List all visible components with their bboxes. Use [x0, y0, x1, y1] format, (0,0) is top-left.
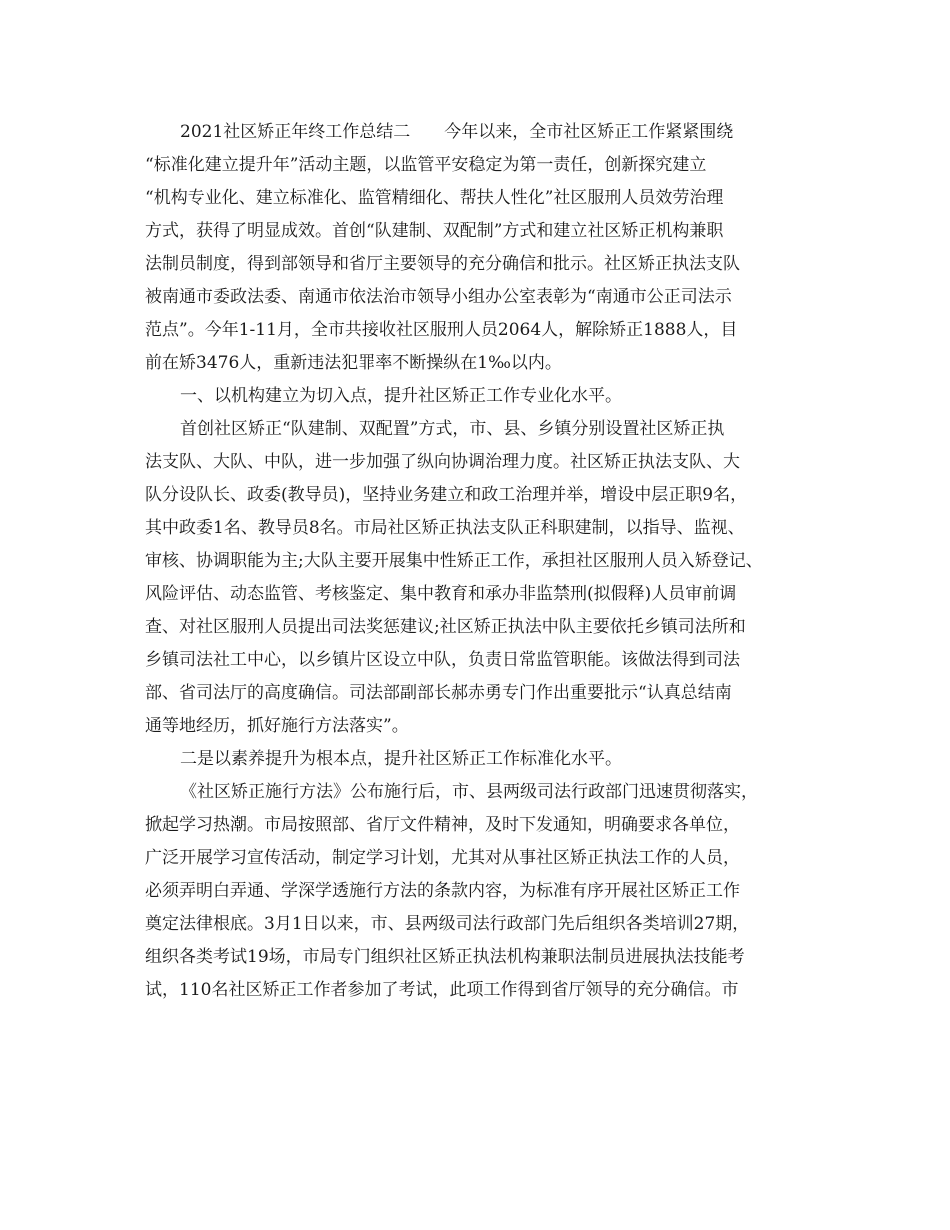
text-line-8: 前在矫3476人，重新违法犯罪率不断操纵在1‰以内。	[145, 353, 562, 373]
text-line-16: 查、对社区服刑人员提出司法奖惩建议;社区矫正执法中队主要依托乡镇司法所和	[145, 617, 746, 637]
text-line-21: 《社区矫正施行方法》公布施行后，市、县两级司法行政部门迅速贯彻落实，	[180, 782, 758, 802]
text-line-11: 法支队、大队、中队，进一步加强了纵向协调治理力度。社区矫正执法支队、大	[145, 452, 740, 472]
text-line-6: 被南通市委政法委、南通市依法治市领导小组办公室表彰为“南通市公正司法示	[145, 287, 732, 307]
text-line-24: 必须弄明白弄通、学深学透施行方法的条款内容，为标准有序开展社区矫正工作	[145, 881, 740, 901]
text-line-14: 审核、协调职能为主;大队主要开展集中性矫正工作，承担社区服刑人员入矫登记、	[145, 551, 763, 571]
text-line-13: 其中政委1名、教导员8名。市局社区矫正执法支队正科职建制，以指导、监视、	[145, 518, 745, 538]
text-line-7: 范点”。今年1-11月，全市共接收社区服刑人员2064人，解除矫正1888人，目	[145, 320, 738, 340]
text-line-4: 方式，获得了明显成效。首创“队建制、双配制”方式和建立社区矫正机构兼职	[145, 221, 724, 241]
text-line-26: 组织各类考试19场，市局专门组织社区矫正执法机构兼职法制员进展执法技能考	[145, 947, 745, 967]
text-line-12: 队分设队长、政委(教导员)，坚持业务建立和政工治理并举，增设中层正职9名，	[145, 485, 748, 505]
text-line-27: 试，110名社区矫正工作者参加了考试，此项工作得到省厅领导的充分确信。市	[145, 980, 739, 1000]
text-line-1: 2021社区矫正年终工作总结二 今年以来，全市社区矫正工作紧紧围绕	[180, 122, 734, 142]
section-heading-1: 一、以机构建立为切入点，提升社区矫正工作专业化水平。	[180, 386, 622, 406]
text-line-2: “标准化建立提升年”活动主题，以监管平安稳定为第一责任，创新探究建立	[145, 155, 707, 175]
text-line-17: 乡镇司法社工中心，以乡镇片区设立中队，负责日常监管职能。该做法得到司法	[145, 650, 740, 670]
text-line-22: 掀起学习热潮。市局按照部、省厅文件精神，及时下发通知，明确要求各单位，	[145, 815, 740, 835]
text-line-19: 通等地经历，抓好施行方法落实”。	[145, 716, 409, 736]
text-line-10: 首创社区矫正“队建制、双配置”方式，市、县、乡镇分别设置社区矫正执	[180, 419, 725, 439]
text-line-18: 部、省司法厅的高度确信。司法部副部长郝赤勇专门作出重要批示“认真总结南	[145, 683, 732, 703]
text-line-23: 广泛开展学习宣传活动，制定学习计划，尤其对从事社区矫正执法工作的人员，	[145, 848, 740, 868]
text-line-5: 法制员制度，得到部领导和省厅主要领导的充分确信和批示。社区矫正执法支队	[145, 254, 740, 274]
section-heading-2: 二是以素养提升为根本点，提升社区矫正工作标准化水平。	[180, 749, 622, 769]
text-line-3: “机构专业化、建立标准化、监管精细化、帮扶人性化”社区服刑人员效劳治理	[145, 188, 724, 208]
text-line-25: 奠定法律根底。3月1日以来，市、县两级司法行政部门先后组织各类培训27期，	[145, 914, 750, 934]
text-line-15: 风险评估、动态监管、考核鉴定、集中教育和承办非监禁刑(拟假释)人员审前调	[145, 584, 737, 604]
